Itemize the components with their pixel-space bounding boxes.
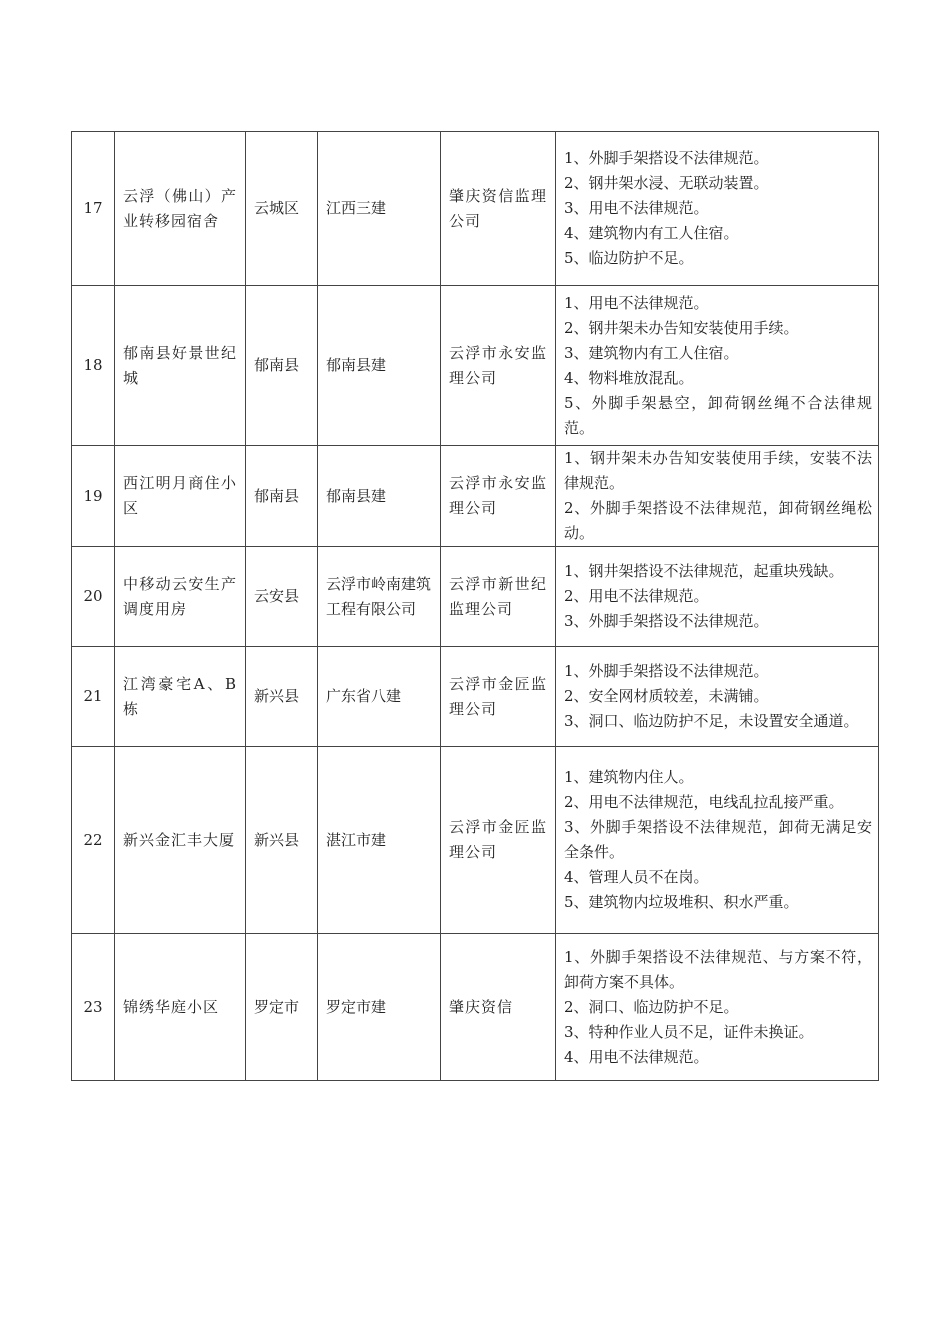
row-number: 18 (72, 286, 115, 446)
contractor: 广东省八建 (318, 647, 441, 747)
problem-item: 2、钢井架未办告知安装使用手续。 (564, 318, 799, 337)
district: 郁南县 (246, 446, 318, 547)
supervisor: 云浮市永安监理公司 (441, 446, 556, 547)
problem-item: 3、洞口、临边防护不足，未设置安全通道。 (564, 712, 859, 730)
district: 云城区 (246, 132, 318, 286)
table-row (72, 286, 879, 446)
contractor: 郁南县建 (318, 286, 441, 446)
problems-cell (556, 286, 879, 446)
table-row (72, 747, 879, 934)
table-row (72, 934, 879, 1081)
problems-cell (556, 132, 879, 286)
project-name: 江湾豪宅A、B栋 (115, 647, 246, 747)
supervisor: 肇庆资信监理公司 (441, 132, 556, 286)
row-number: 21 (72, 647, 115, 747)
table-row (72, 547, 879, 647)
project-name: 西江明月商住小区 (115, 446, 246, 547)
supervisor: 云浮市永安监理公司 (441, 286, 556, 446)
district: 新兴县 (246, 747, 318, 934)
row-number: 23 (72, 934, 115, 1081)
table-row (72, 132, 879, 286)
district: 郁南县 (246, 286, 318, 446)
contractor: 江西三建 (318, 132, 441, 286)
contractor: 云浮市岭南建筑工程有限公司 (318, 547, 441, 647)
problems-cell (556, 446, 879, 547)
problem-item: 4、建筑物内有工人住宿。 (564, 224, 739, 242)
problem-item: 4、管理人员不在岗。 (564, 868, 709, 886)
problems-cell (556, 547, 879, 647)
problem-item: 1、外脚手架搭设不法律规范。 (564, 149, 769, 167)
project-name: 新兴金汇丰大厦 (115, 747, 246, 934)
problem-item: 2、外脚手架搭设不法律规范，卸荷钢丝绳松动。 (564, 499, 872, 542)
problem-item: 2、钢井架水浸、无联动装置。 (564, 174, 769, 192)
problem-item: 2、洞口、临边防护不足。 (564, 997, 739, 1016)
problem-item: 5、外脚手架悬空，卸荷钢丝绳不合法律规范。 (564, 393, 872, 437)
district: 新兴县 (246, 647, 318, 747)
problem-item: 3、外脚手架搭设不法律规范，卸荷无满足安全条件。 (564, 818, 872, 861)
problems-cell (556, 647, 879, 747)
table-row (72, 446, 879, 547)
problems-cell (556, 747, 879, 934)
problem-item: 4、物料堆放混乱。 (564, 368, 694, 387)
supervisor: 云浮市金匠监理公司 (441, 747, 556, 934)
inspection-table-body (72, 132, 879, 1081)
district: 云安县 (246, 547, 318, 647)
problem-item: 3、建筑物内有工人住宿。 (564, 343, 739, 362)
project-name: 云浮（佛山）产业转移园宿舍 (115, 132, 246, 286)
problem-item: 1、用电不法律规范。 (564, 293, 709, 312)
contractor: 郁南县建 (318, 446, 441, 547)
problem-item: 3、用电不法律规范。 (564, 199, 709, 217)
problem-item: 4、用电不法律规范。 (564, 1047, 709, 1066)
problem-item: 1、钢井架未办告知安装使用手续，安装不法律规范。 (564, 449, 872, 492)
district: 罗定市 (246, 934, 318, 1081)
inspection-table (71, 131, 879, 1081)
problem-item: 2、安全网材质较差，未满铺。 (564, 687, 769, 705)
row-number: 20 (72, 547, 115, 647)
problem-item: 1、外脚手架搭设不法律规范。 (564, 662, 769, 680)
project-name: 锦绣华庭小区 (115, 934, 246, 1081)
row-number: 22 (72, 747, 115, 934)
table-row (72, 647, 879, 747)
problem-item: 2、用电不法律规范，电线乱拉乱接严重。 (564, 793, 844, 811)
problem-item: 3、特种作业人员不足，证件未换证。 (564, 1022, 814, 1041)
problem-item: 5、临边防护不足。 (564, 249, 694, 267)
problem-item: 1、外脚手架搭设不法律规范、与方案不符，卸荷方案不具体。 (564, 947, 872, 991)
row-number: 19 (72, 446, 115, 547)
problem-item: 3、外脚手架搭设不法律规范。 (564, 612, 769, 630)
problems-cell (556, 934, 879, 1081)
problem-item: 2、用电不法律规范。 (564, 587, 709, 605)
contractor: 湛江市建 (318, 747, 441, 934)
supervisor: 肇庆资信 (441, 934, 556, 1081)
row-number: 17 (72, 132, 115, 286)
project-name: 中移动云安生产调度用房 (115, 547, 246, 647)
project-name: 郁南县好景世纪城 (115, 286, 246, 446)
contractor: 罗定市建 (318, 934, 441, 1081)
problem-item: 5、建筑物内垃圾堆积、积水严重。 (564, 893, 799, 911)
problem-item: 1、钢井架搭设不法律规范，起重块残缺。 (564, 562, 844, 580)
supervisor: 云浮市新世纪监理公司 (441, 547, 556, 647)
problem-item: 1、建筑物内住人。 (564, 768, 694, 786)
supervisor: 云浮市金匠监理公司 (441, 647, 556, 747)
